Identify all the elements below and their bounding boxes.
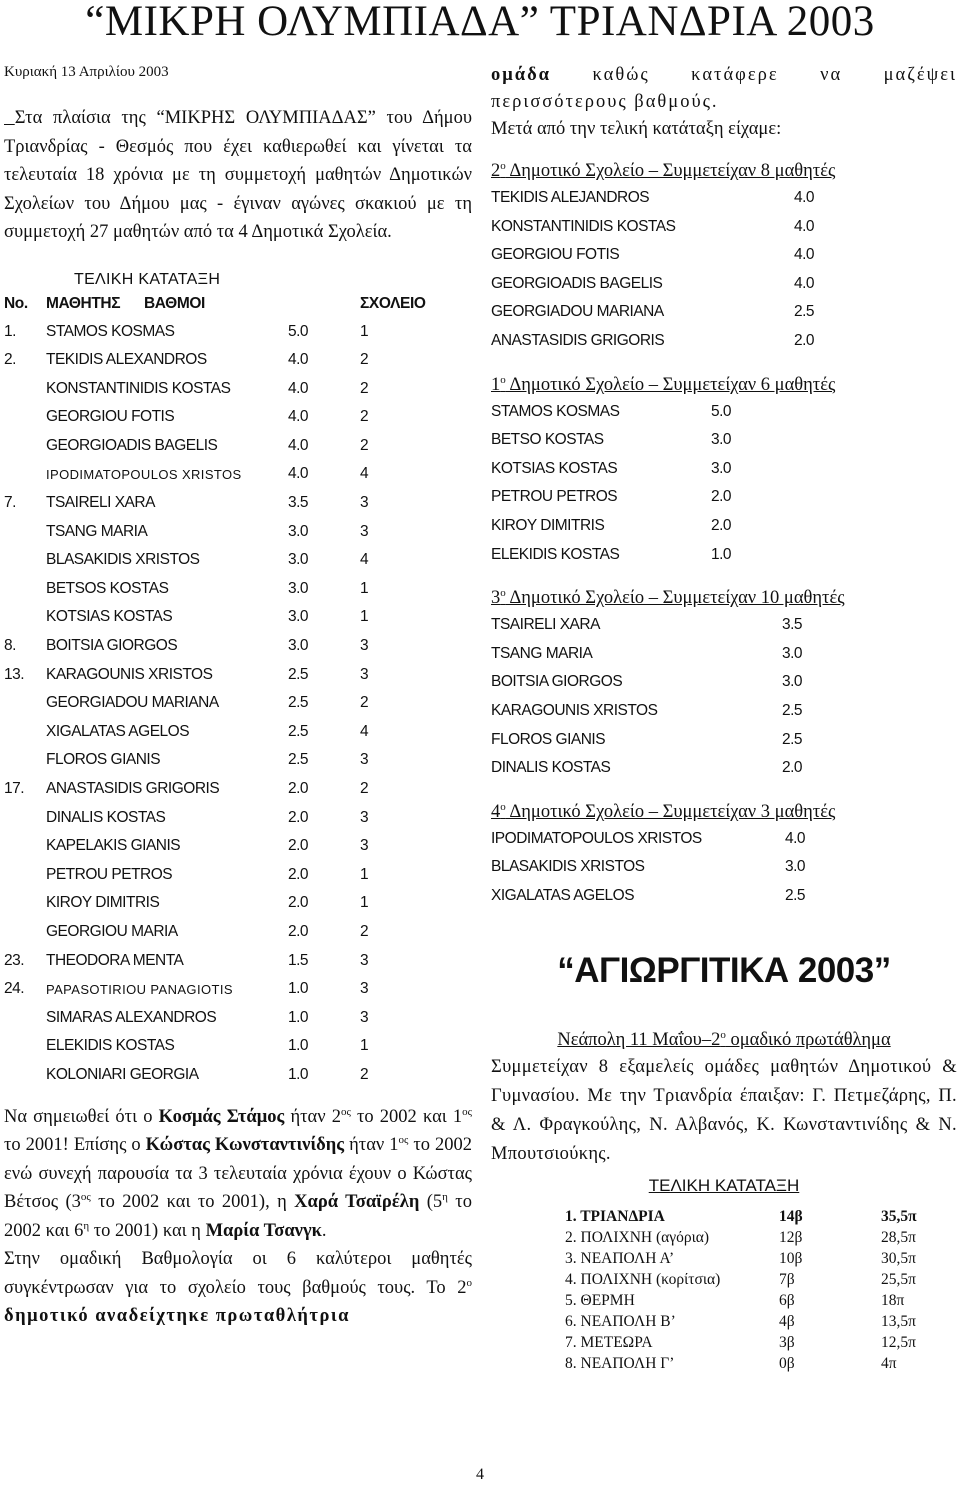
name-cell: FLOROS GIANIS — [46, 751, 161, 769]
student-points: 2.5 — [782, 730, 803, 748]
student-name: KARAGOUNIS XRISTOS — [491, 701, 658, 719]
school-cell: 3 — [360, 522, 369, 540]
name-cell: SIMARAS ALEXANDROS — [46, 1008, 217, 1026]
list-item — [491, 727, 957, 756]
points-cell: 4.0 — [288, 465, 309, 483]
school-cell: 2 — [360, 436, 369, 454]
rank-cell: 13. — [4, 665, 25, 683]
name-cell: KARAGOUNIS XRISTOS — [46, 665, 213, 683]
points-cell: 1.0 — [288, 980, 309, 998]
name-cell: TEKIDIS ALEXANDROS — [46, 351, 207, 369]
table-row — [491, 1333, 957, 1354]
points-cell: 4π — [881, 1355, 897, 1373]
wins-cell: 10β — [779, 1250, 803, 1268]
table-row — [4, 948, 472, 977]
school-cell: 3 — [360, 980, 369, 998]
header-no: No. — [4, 294, 28, 312]
points-cell: 5.0 — [288, 322, 309, 340]
school-ordinal: ο — [500, 373, 506, 386]
student-points: 1.0 — [711, 545, 732, 563]
school-cell: 4 — [360, 722, 369, 740]
table-row — [4, 890, 472, 919]
wins-cell: 7β — [779, 1271, 795, 1289]
rank-cell: 23. — [4, 951, 25, 969]
name-cell: KAPELAKIS GIANIS — [46, 837, 181, 855]
student-points: 2.0 — [711, 516, 732, 534]
intro-paragraph: Στα πλαίσια της “ΜΙΚΡΗΣ ΟΛΥΜΠΙΑΔΑΣ” του Δήμου Τριανδρίας - Θεσμός που έχει καθιερωθεί και γίνεται τα τελευταία 18 χρόνια με τη συμμετοχή μαθητών Δημοτικών Σχολείων του Δήμου μας - έγιναν αγώνες σκακιού με τη συμμετοχή 27 μαθητών από τα 4 Δημοτικά Σχολεία. — [4, 108, 473, 242]
school-cell: 2 — [360, 351, 369, 369]
table-row — [491, 1354, 957, 1375]
team-cell: 8. ΝΕΑΠΟΛΗ Γ’ — [565, 1355, 675, 1373]
header-school: ΣΧΟΛΕΙΟ — [360, 294, 426, 312]
name-cell: BOITSIA GIORGOS — [46, 637, 178, 655]
list-item — [491, 883, 957, 912]
school-cell: 2 — [360, 922, 369, 940]
list-item — [491, 427, 957, 456]
final-ranking-table — [491, 1207, 957, 1375]
school-cell: 3 — [360, 637, 369, 655]
student-points: 3.0 — [785, 858, 806, 876]
points-cell: 4.0 — [288, 379, 309, 397]
student-points: 4.0 — [794, 246, 815, 264]
school-cell: 3 — [360, 665, 369, 683]
points-cell: 25,5π — [881, 1271, 916, 1289]
agiorgitika-title: “ΑΓΙΩΡΓΙΤΙΚΑ 2003” — [557, 951, 891, 991]
ranking-title: ΤΕΛΙΚΗ ΚΑΤΑΤΑΞΗ — [74, 270, 221, 288]
left-column — [4, 62, 472, 1331]
school-number: 2 — [491, 161, 501, 181]
student-name: TEKIDIS ALEJANDROS — [491, 189, 650, 206]
student-name: KONSTANTINIDIS KOSTAS — [491, 217, 676, 235]
table-row — [4, 433, 472, 462]
wins-cell: 6β — [779, 1292, 795, 1310]
table-row — [491, 1270, 957, 1291]
student-name: TSANG MARIA — [491, 644, 593, 662]
final-ranking-title: ΤΕΛΙΚΗ ΚΑΤΑΤΑΞΗ — [648, 1176, 800, 1196]
school-heading — [491, 159, 957, 183]
ranking-header — [4, 291, 472, 319]
school-cell: 1 — [360, 322, 369, 340]
rank-cell: 2. — [4, 351, 16, 369]
team-cell: 4. ΠΟΛΙΧΝΗ (κορίτσια) — [565, 1271, 721, 1289]
points-cell: 2.5 — [288, 665, 309, 683]
agiorgitika-text: Συμμετείχαν 8 εξαμελείς ομάδες μαθητών Δημοτικού & Γυμνασίου. Με την Τριανδρία έπαιξαν: Γ. Πετμεζάρης, Π. & Λ. Φραγκούλης, Ν. Αλβανός, Κ. Κωνσταντινίδης & Ν. Μπουτσιούκης. — [491, 1057, 957, 1165]
school-cell: 3 — [360, 494, 369, 512]
page-number: 4 — [476, 1466, 484, 1483]
points-cell: 1.0 — [288, 1037, 309, 1055]
student-points: 2.0 — [794, 331, 815, 349]
school-cell: 1 — [360, 608, 369, 626]
name-cell: KIROY DIMITRIS — [46, 894, 160, 912]
points-cell: 3.0 — [288, 522, 309, 540]
student-points: 4.0 — [794, 189, 815, 206]
points-cell: 2.0 — [288, 865, 309, 883]
table-row — [4, 776, 472, 805]
school-ordinal: ο — [500, 586, 506, 599]
table-row — [491, 1207, 957, 1228]
student-name: BOITSIA GIORGOS — [491, 673, 623, 691]
points-cell: 3.5 — [288, 494, 309, 512]
table-row — [4, 519, 472, 548]
table-row — [4, 490, 472, 519]
school-cell: 2 — [360, 780, 369, 797]
student-name: KOTSIAS KOSTAS — [491, 459, 618, 477]
name-cell: BLASAKIDIS XRISTOS — [46, 551, 200, 569]
school-cell: 2 — [360, 408, 369, 426]
points-cell: 2.0 — [288, 922, 309, 940]
student-name: BLASAKIDIS XRISTOS — [491, 858, 645, 876]
notes-left: Να σημειωθεί ότι ο Κοσμάς Στάμος ήταν $2^{o\varsigma}$ το 2002 και $1^{o\varsigma}$ το 2001! Επίσης ο Κώστας Κωνσταντινίδης ήταν $1^{o\varsigma}$ το 2002 ενώ συνεχή παρουσία τα 3 τελευταία χρόνια έχουν ο Κώστας Βέτσος ($3^{o\varsigma}$ το 2002 και το 2001), η Χαρά Τσαϊρέλη ($5^\eta$ το 2002 και $6^\eta$ το 2001) και η Μαρία Τσανγκ. Στην ομαδική Βαθμολογία οι 6 καλύτεροι μαθητές συγκέντρωσαν για το σχολείο τους βαθμούς τους. Το $2^o$ δημοτικό αναδείχτηκε πρωταθλήτρια — [4, 1105, 473, 1327]
team-cell: 5. ΘΕΡΜΗ — [565, 1292, 635, 1310]
student-name: XIGALATAS AGELOS — [491, 886, 635, 904]
name-cell: DINALIS KOSTAS — [46, 808, 166, 826]
school-list — [491, 612, 957, 784]
school-cell: 1 — [360, 1037, 369, 1055]
points-cell: 3.0 — [288, 637, 309, 655]
school-list — [491, 826, 957, 912]
school-number: 3 — [491, 588, 501, 609]
student-points: 4.0 — [785, 829, 806, 847]
points-cell: 4.0 — [288, 408, 309, 426]
student-name: GEORGIOU FOTIS — [491, 246, 620, 264]
rank-cell: 24. — [4, 980, 25, 998]
table-row — [4, 805, 472, 834]
name-cell: GEORGIOU FOTIS — [46, 408, 175, 426]
school-heading — [491, 373, 957, 397]
points-cell: 3.0 — [288, 551, 309, 569]
student-name: ELEKIDIS KOSTAS — [491, 545, 620, 563]
points-cell: 18π — [881, 1292, 905, 1310]
table-row — [4, 719, 472, 748]
student-points: 4.0 — [794, 217, 815, 235]
name-cell: ANASTASIDIS GRIGORIS — [46, 780, 220, 797]
name-cell: KONSTANTINIDIS KOSTAS — [46, 379, 231, 397]
points-cell: 1.0 — [288, 1008, 309, 1026]
student-points: 2.5 — [785, 886, 806, 904]
school-cell: 4 — [360, 551, 369, 569]
event-date: Κυριακή 13 Απριλίου 2003 — [4, 64, 169, 80]
student-name: GEORGIOADIS BAGELIS — [491, 274, 663, 292]
student-points: 3.5 — [782, 616, 803, 634]
points-cell: 2.0 — [288, 894, 309, 912]
school-cell: 4 — [360, 465, 369, 483]
name-cell: BETSOS KOSTAS — [46, 579, 169, 597]
student-name: FLOROS GIANIS — [491, 730, 606, 748]
name-cell: KOLONIARI GEORGIA — [46, 1065, 199, 1083]
list-item — [491, 456, 957, 485]
team-cell: 7. ΜΕΤΕΩΡΑ — [565, 1334, 653, 1352]
school-cell: 1 — [360, 894, 369, 912]
list-item — [491, 826, 957, 855]
wins-cell: 3β — [779, 1334, 795, 1352]
points-cell: 2.0 — [288, 808, 309, 826]
student-name: DINALIS KOSTAS — [491, 759, 611, 777]
name-cell: GEORGIADOU MARIANA — [46, 694, 219, 712]
wins-cell: 12β — [779, 1229, 803, 1247]
student-points: 3.0 — [782, 673, 803, 691]
list-item — [491, 755, 957, 784]
school-list — [491, 185, 957, 357]
table-row — [4, 633, 472, 662]
list-item — [491, 669, 957, 698]
table-row — [4, 547, 472, 576]
school-label: Δημοτικό Σχολείο – Συμμετείχαν 6 μαθητές — [505, 374, 836, 395]
table-row — [4, 461, 472, 490]
points-cell: 1.0 — [288, 1065, 309, 1083]
name-cell: PAPASOTIRIOU PANAGIOTIS — [46, 982, 233, 998]
page-title: “ΜΙΚΡΗ ΟΛΥΜΠΙΑΔΑ” ΤΡΙΑΝΔΡΙΑ 2003 — [85, 0, 875, 45]
student-name: GEORGIADOU MARIANA — [491, 303, 664, 321]
name-cell: XIGALATAS AGELOS — [46, 722, 190, 740]
table-row — [4, 576, 472, 605]
team-cell: 3. ΝΕΑΠΟΛΗ Α’ — [565, 1250, 675, 1268]
rank-cell: 1. — [4, 322, 16, 340]
school-number: 1 — [491, 374, 501, 395]
student-name: TSAIRELI XARA — [491, 616, 600, 634]
student-name: IPODIMATOPOULOS XRISTOS — [491, 829, 702, 847]
student-points: 3.0 — [711, 431, 732, 449]
student-name: ANASTASIDIS GRIGORIS — [491, 331, 665, 349]
points-cell: 28,5π — [881, 1229, 916, 1247]
school-cell: 3 — [360, 951, 369, 969]
points-cell: 12,5π — [881, 1334, 916, 1352]
school-number: 4 — [491, 801, 501, 822]
student-name: STAMOS KOSMAS — [491, 402, 620, 420]
school-cell: 2 — [360, 379, 369, 397]
list-item — [491, 698, 957, 727]
notes-right: ομάδα καθώς κατάφερε να μαζέψει περισσότερους βαθμούς. Μετά από την τελική κατάταξη είχαμε: — [491, 65, 957, 139]
points-cell: 35,5π — [881, 1208, 917, 1226]
wins-cell: 4β — [779, 1313, 795, 1331]
points-cell: 30,5π — [881, 1250, 916, 1268]
name-cell: KOTSIAS KOSTAS — [46, 608, 173, 626]
name-cell: PETROU PETROS — [46, 865, 173, 883]
list-item — [491, 542, 957, 571]
school-ordinal: ο — [500, 800, 506, 813]
ranking-table — [4, 319, 472, 1091]
table-row — [4, 319, 472, 348]
list-item — [491, 328, 957, 357]
name-cell: GEORGIOU MARIA — [46, 922, 178, 940]
table-row — [4, 919, 472, 948]
table-row — [4, 1062, 472, 1091]
student-points: 3.0 — [782, 644, 803, 662]
list-item — [491, 299, 957, 328]
points-cell: 3.0 — [288, 579, 309, 597]
student-points: 4.0 — [794, 274, 815, 292]
team-cell: 6. ΝΕΑΠΟΛΗ Β’ — [565, 1313, 676, 1331]
name-cell: THEODORA MENTA — [46, 951, 184, 969]
table-row — [4, 1033, 472, 1062]
table-row — [4, 690, 472, 719]
school-cell: 1 — [360, 865, 369, 883]
table-row — [491, 1249, 957, 1270]
name-cell: GEORGIOADIS BAGELIS — [46, 436, 218, 454]
student-points: 2.5 — [794, 303, 815, 321]
table-row — [4, 862, 472, 891]
table-row — [4, 1005, 472, 1034]
table-row — [4, 833, 472, 862]
name-cell: STAMOS KOSMAS — [46, 322, 175, 340]
list-item — [491, 612, 957, 641]
student-name: BETSO KOSTAS — [491, 431, 604, 449]
points-cell: 2.0 — [288, 780, 309, 797]
school-list — [491, 399, 957, 571]
school-label: Δημοτικό Σχολείο – Συμμετείχαν 10 μαθητές — [505, 588, 845, 609]
student-points: 3.0 — [711, 459, 732, 477]
rank-cell: 7. — [4, 494, 16, 512]
right-column — [491, 62, 957, 1375]
team-cell: 2. ΠΟΛΙΧΝΗ (αγόρια) — [565, 1229, 710, 1247]
table-row — [491, 1312, 957, 1333]
points-cell: 2.5 — [288, 751, 309, 769]
list-item — [491, 242, 957, 271]
points-cell: 2.5 — [288, 722, 309, 740]
school-cell: 3 — [360, 751, 369, 769]
table-row — [4, 604, 472, 633]
header-student: ΜΑΘΗΤΗΣ — [46, 294, 121, 312]
rank-cell: 17. — [4, 780, 25, 797]
table-row — [4, 347, 472, 376]
school-ordinal: ο — [500, 159, 506, 172]
student-points: 2.0 — [782, 759, 803, 777]
student-name: PETROU PETROS — [491, 488, 618, 506]
table-row — [4, 976, 472, 1005]
name-cell: IPODIMATOPOULOS XRISTOS — [46, 467, 242, 483]
agiorgitika-subtitle: Νεάπολη 11 Μαΐου–$2^o$ ομαδικό πρωτάθλημα — [557, 1029, 891, 1051]
team-cell: 1. ΤΡΙΑΝΔΡΙΑ — [565, 1208, 665, 1226]
points-cell: 1.5 — [288, 951, 309, 969]
name-cell: ELEKIDIS KOSTAS — [46, 1037, 175, 1055]
list-item — [491, 214, 957, 243]
points-cell: 4.0 — [288, 436, 309, 454]
wins-cell: 0β — [779, 1355, 795, 1373]
school-cell: 2 — [360, 694, 369, 712]
list-item — [491, 399, 957, 428]
student-name: KIROY DIMITRIS — [491, 516, 605, 534]
school-heading — [491, 800, 957, 824]
table-row — [491, 1291, 957, 1312]
name-cell: TSAIRELI XARA — [46, 494, 155, 512]
list-item — [491, 271, 957, 300]
table-row — [4, 376, 472, 405]
school-label: Δημοτικό Σχολείο – Συμμετείχαν 3 μαθητές — [505, 801, 836, 822]
school-cell: 3 — [360, 837, 369, 855]
points-cell: 3.0 — [288, 608, 309, 626]
points-cell: 4.0 — [288, 351, 309, 369]
school-cell: 1 — [360, 579, 369, 597]
list-item — [491, 484, 957, 513]
table-row — [4, 747, 472, 776]
student-points: 5.0 — [711, 402, 732, 420]
table-row — [491, 1228, 957, 1249]
table-row — [4, 404, 472, 433]
school-results — [491, 159, 957, 911]
points-cell: 2.0 — [288, 837, 309, 855]
rank-cell: 8. — [4, 637, 16, 655]
school-cell: 2 — [360, 1065, 369, 1083]
school-heading — [491, 586, 957, 610]
school-label: Δημοτικό Σχολείο – Συμμετείχαν 8 μαθητές — [505, 161, 836, 181]
list-item — [491, 513, 957, 542]
points-cell: 2.5 — [288, 694, 309, 712]
name-cell: TSANG MARIA — [46, 522, 148, 540]
list-item — [491, 185, 957, 214]
list-item — [491, 641, 957, 670]
school-cell: 3 — [360, 808, 369, 826]
header-points: ΒΑΘΜΟΙ — [144, 294, 205, 312]
wins-cell: 14β — [779, 1208, 803, 1226]
school-cell: 3 — [360, 1008, 369, 1026]
student-points: 2.0 — [711, 488, 732, 506]
table-row — [4, 662, 472, 691]
points-cell: 13,5π — [881, 1313, 916, 1331]
student-points: 2.5 — [782, 701, 803, 719]
list-item — [491, 854, 957, 883]
